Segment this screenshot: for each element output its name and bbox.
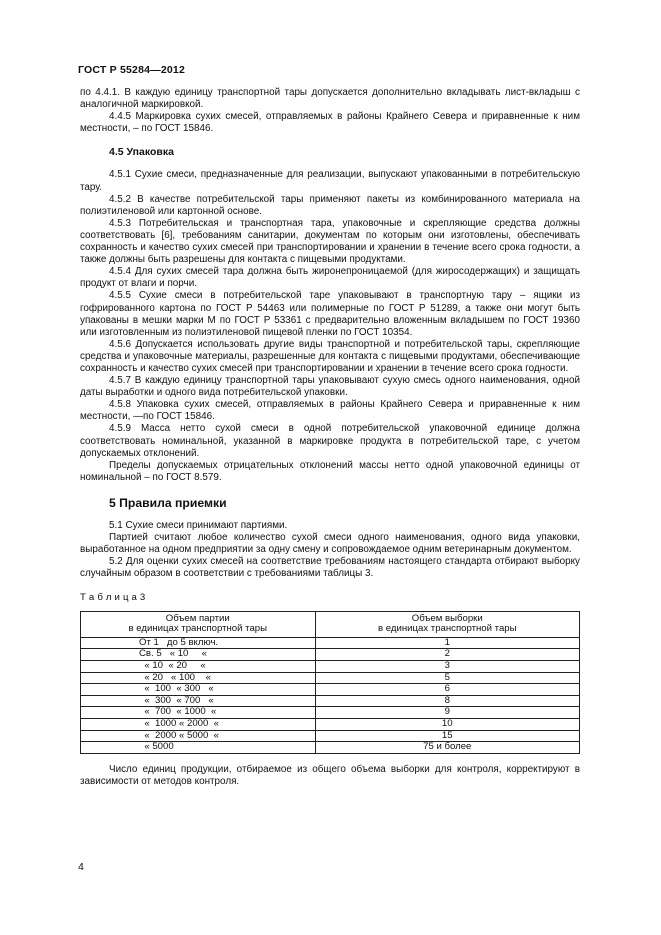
- paragraph: 4.5.5 Сухие смеси в потребительской таре упаковывают в транспортную тару – ящики из гофрированного картона по ГОСТ Р 54463 или полимерные по ГОСТ Р 51289, а также они могут быть упакованы в мешки марки М по ГОСТ Р 53361 с предварительно вложенным вкладышем по ГОСТ 19360 или изготовленным из полиэтиленовой пищевой пленки по ГОСТ 10354.: [80, 290, 580, 338]
- table-row: [81, 742, 580, 754]
- sample-size-cell: 10: [315, 718, 579, 730]
- paragraph: 4.5.4 Для сухих смесей тара должна быть жиронепроницаемой (для жиросодержащих) и защищать продукт от влаги и порчи.: [80, 266, 580, 290]
- paragraph: 4.5.2 В качестве потребительской тары применяют пакеты из комбинированного материала на полиэтиленовой или картонной основе.: [80, 193, 580, 217]
- sample-size-cell: 1: [315, 637, 579, 649]
- sample-size-cell: 6: [315, 684, 579, 696]
- lot-size-cell: « 10 « 20 «: [81, 660, 316, 672]
- lot-size-cell: « 2000 « 5000 «: [81, 730, 316, 742]
- sample-size-cell: 8: [315, 695, 579, 707]
- lot-size-cell: « 5000: [81, 742, 316, 754]
- sample-size-table: [80, 611, 580, 754]
- table-row: [81, 707, 580, 719]
- sample-size-cell: 3: [315, 660, 579, 672]
- sample-size-cell: 5: [315, 672, 579, 684]
- sample-size-cell: 9: [315, 707, 579, 719]
- paragraph: 4.5.7 В каждую единицу транспортной тары упаковывают сухую смесь одного наименования, одной даты выработки и одного вида потребительской упаковки.: [80, 375, 580, 399]
- paragraph: 4.5.6 Допускается использовать другие виды транспортной и потребительской тары, скрепляющие средства и упаковочные материалы, разрешенные для контакта с пищевыми продуктами, обеспечивающие сохранность и качество сухих смесей при транспортировании и хранении в течение всего срока годности.: [80, 338, 580, 374]
- sample-size-cell: 75 и более: [315, 742, 579, 754]
- lot-size-cell: « 300 « 700 «: [81, 695, 316, 707]
- lot-size-cell: « 1000 « 2000 «: [81, 718, 316, 730]
- table-row: [81, 695, 580, 707]
- table-row: [81, 730, 580, 742]
- paragraph: 4.5.1 Сухие смеси, предназначенные для реализации, выпускают упакованными в потребительскую тару.: [80, 169, 580, 193]
- lot-size-cell: « 100 « 300 «: [81, 684, 316, 696]
- table-row: [81, 660, 580, 672]
- lot-size-cell: « 700 « 1000 «: [81, 707, 316, 719]
- table-row: [81, 649, 580, 661]
- column-header-sample-size: Объем выборки в единицах транспортной тары: [315, 611, 579, 637]
- section-heading-5: 5 Правила приемки: [109, 495, 227, 510]
- page-number: 4: [78, 861, 84, 873]
- paragraph: 5.2 Для оценки сухих смесей на соответствие требованиям настоящего стандарта отбирают выборку случайным образом в соответствии с требованиями таблицы 3.: [80, 556, 580, 580]
- paragraph: 4.5.8 Упаковка сухих смесей, отправляемых в районы Крайнего Севера и приравненные к ним местности, —по ГОСТ 15846.: [80, 399, 580, 423]
- paragraph: 4.5.3 Потребительская и транспортная тара, упаковочные и скрепляющие средства должны соответствовать [6], требованиям санитарии, документам по которым они изготовлены, обеспечивать сохранность и качество сухих смесей при транспортировании и хранении в течение всего срока годности, а также должны быть разрешены для контакта с пищевыми продуктами.: [80, 217, 580, 266]
- table-row: [81, 718, 580, 730]
- paragraph: Число единиц продукции, отбираемое из общего объема выборки для контроля, корректируют в зависимости от методов контроля.: [80, 763, 580, 787]
- table-row: [81, 637, 580, 649]
- column-header-lot-size: Объем партии в единицах транспортной тары: [81, 611, 316, 637]
- paragraph: Партией считают любое количество сухой смеси одного наименования, одного вида упаковки, выработанное на одном предприятии за одну смену и сопровождаемое одним ветеринарным документом.: [80, 532, 580, 556]
- document-header: ГОСТ Р 55284—2012: [78, 64, 186, 76]
- table-header-row: [81, 611, 580, 637]
- table-row: [81, 672, 580, 684]
- paragraph: 4.5.9 Масса нетто сухой смеси в одной потребительской упаковочной единице должна соответствовать номинальной, указанной в маркировке продукта в потребительской таре, с учетом допускаемых отклонений.: [80, 423, 580, 459]
- lot-size-cell: От 1 до 5 включ.: [81, 637, 316, 649]
- paragraph: по 4.4.1. В каждую единицу транспортной тары допускается дополнительно вкладывать лист-вкладыш с аналогичной маркировкой.: [80, 87, 580, 111]
- table-row: [81, 684, 580, 696]
- sample-size-cell: 15: [315, 730, 579, 742]
- section-heading-4-5: 4.5 Упаковка: [109, 146, 174, 159]
- paragraph: Пределы допускаемых отрицательных отклонений массы нетто одной упаковочной единицы от номинальной – по ГОСТ 8.579.: [80, 459, 580, 483]
- paragraph: 5.1 Сухие смеси принимают партиями.: [109, 520, 288, 531]
- paragraph: 4.4.5 Маркировка сухих смесей, отправляемых в районы Крайнего Севера и приравненные к ним местности, – по ГОСТ 15846.: [80, 111, 580, 135]
- lot-size-cell: « 20 « 100 «: [81, 672, 316, 684]
- page-content: [80, 87, 580, 788]
- lot-size-cell: Св. 5 « 10 «: [81, 649, 316, 661]
- sample-size-cell: 2: [315, 649, 579, 661]
- table-caption: Т а б л и ц а 3: [80, 592, 146, 604]
